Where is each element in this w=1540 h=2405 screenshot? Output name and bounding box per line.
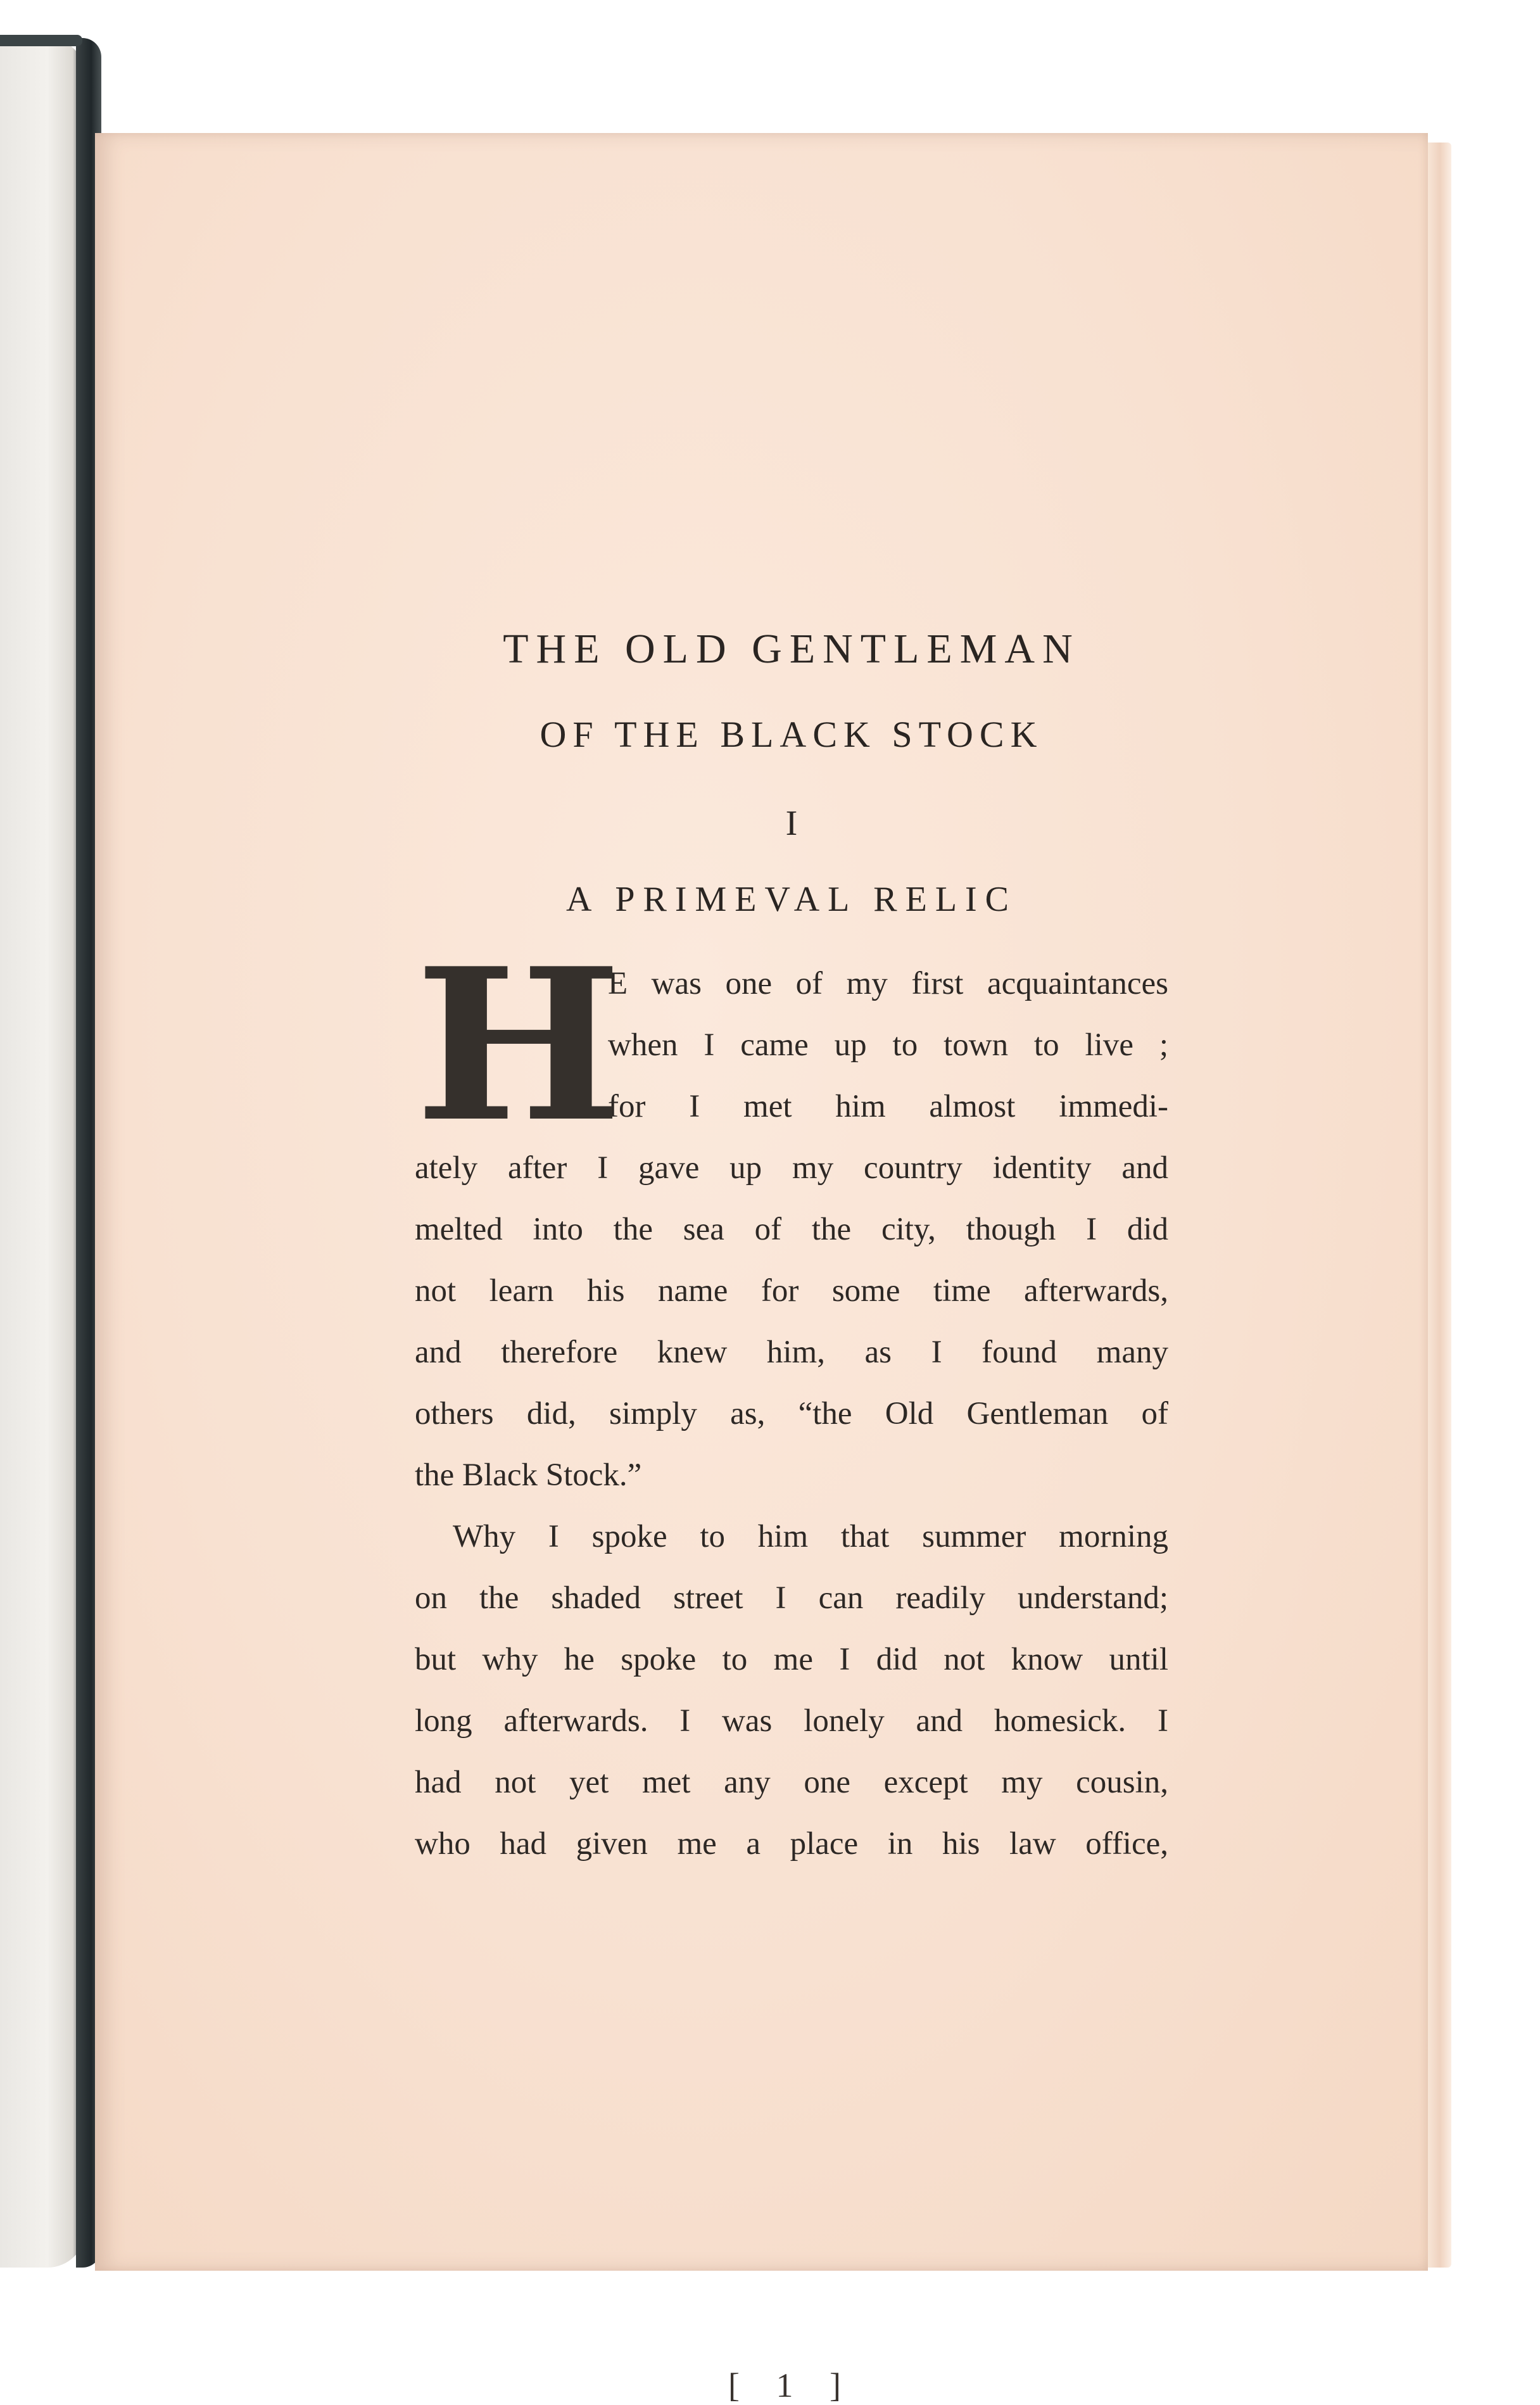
text-line: ately after I gave up my country identity and bbox=[415, 1150, 1168, 1186]
drop-cap: H bbox=[415, 922, 622, 1168]
text-line: had not yet met any one except my cousin, bbox=[415, 1765, 1168, 1800]
chapter-number: I bbox=[785, 804, 798, 843]
book-title-line-2: OF THE BLACK STOCK bbox=[540, 714, 1044, 755]
text-line: long afterwards. I was lonely and homesick. I bbox=[415, 1703, 1168, 1739]
text-line: not learn his name for some time afterwards, bbox=[415, 1273, 1168, 1309]
text-line: but why he spoke to me I did not know until bbox=[415, 1642, 1168, 1677]
book-page bbox=[95, 133, 1428, 2404]
cover-binding-strip bbox=[0, 35, 82, 46]
text-line: melted into the sea of the city, though I did bbox=[415, 1212, 1168, 1247]
text-line: on the shaded street I can readily understand; bbox=[415, 1580, 1168, 1616]
body-text bbox=[415, 922, 1168, 1875]
book-title-line-1: THE OLD GENTLEMAN bbox=[503, 626, 1080, 672]
text-line: Why I spoke to him that summer morning bbox=[453, 1519, 1168, 1554]
text-line: others did, simply as, “the Old Gentleman of bbox=[415, 1396, 1168, 1431]
text-line: the Black Stock.” bbox=[415, 1457, 642, 1493]
page-number: [ 1 ] bbox=[728, 2366, 855, 2404]
page-text-block bbox=[415, 621, 1168, 2404]
text-line: E was one of my first acquaintances bbox=[608, 966, 1168, 1001]
background-top bbox=[0, 0, 95, 27]
chapter-title: A PRIMEVAL RELIC bbox=[565, 880, 1018, 919]
text-line: for I met him almost immedi- bbox=[608, 1089, 1168, 1124]
text-line: and therefore knew him, as I found many bbox=[415, 1335, 1168, 1370]
text-line: when I came up to town to live ; bbox=[608, 1027, 1168, 1063]
book-cover-board bbox=[0, 38, 85, 2268]
text-line: who had given me a place in his law office, bbox=[415, 1826, 1168, 1862]
